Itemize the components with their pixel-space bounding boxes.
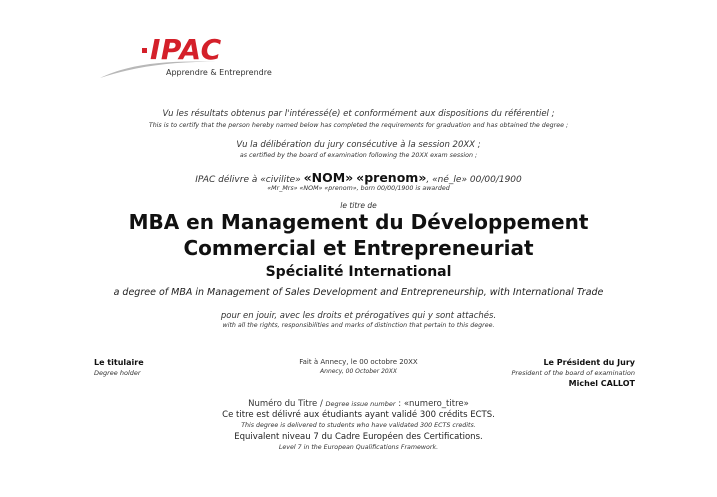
president-name: Michel CALLOT [568,379,635,388]
level-en: Level 7 in the European Qualifications Framework. [278,444,439,451]
degree-number-value: : «numero_titre» [398,399,469,409]
award-suffix: , «né_le» 00/00/1900 [426,175,522,185]
intro-fr: Vu les résultats obtenus par l'intéressé(e) et conformément aux dispositions du référentiel ; [162,109,555,119]
deliberation-en: as certified by the board of examination following the 20XX exam session ; [239,152,478,159]
award-line [0,170,717,185]
logo-name: IPAC [150,33,222,66]
degree-title-line2: Commercial et Entrepreneuriat [183,236,534,260]
rights-en: with all the rights, responsibilities and marks of distinction that pertain to this degree. [222,322,495,329]
award-en: «Mr_Mrs» «NOM» «prenom», born 00/00/1900 is awarded [267,185,450,192]
degree-specialty: Spécialité International [265,264,452,280]
holder-sub: Degree holder [94,369,141,377]
ects-fr: Ce titre est délivré aux étudiants ayant validé 300 crédits ECTS. [222,410,495,420]
titre-label: le titre de [340,201,377,210]
degree-number-en: Degree issue number [325,400,396,408]
logo-dot [142,48,147,53]
logo-tagline: Apprendre & Entreprendre [166,68,272,77]
president-sub: President of the board of examination [511,369,635,377]
award-prenom: «prenom» [356,170,427,185]
holder-label: Le titulaire [94,358,144,367]
degree-title-en: a degree of MBA in Management of Sales Development and Entrepreneurship, with International Trade [113,287,604,298]
deliberation-fr: Vu la délibération du jury consécutive à la session 20XX ; [236,140,481,150]
degree-number-fr: Numéro du Titre / [248,399,323,409]
award-nom: «NOM» [303,170,354,185]
rights-fr: pour en jouir, avec les droits et prérogatives qui y sont attachés. [220,311,497,321]
degree-title-line1: MBA en Management du Développement [128,210,589,234]
ects-en: This degree is delivered to students who have validated 300 ECTS credits. [241,422,476,429]
ipac-logo [98,34,298,84]
place-date-en: Annecy, 00 October 20XX [320,368,397,375]
president-block [511,358,635,388]
level-fr: Equivalent niveau 7 du Cadre Européen des Certifications. [234,432,483,442]
intro-en: This is to certify that the person hereby named below has completed the requirements for graduation and has obtained the degree ; [148,122,569,129]
president-label: Le Président du Jury [543,358,635,367]
place-date-fr: Fait à Annecy, le 00 octobre 20XX [299,358,418,366]
degree-number-line [0,399,717,409]
award-prefix: IPAC délivre à «civilite» [195,175,301,185]
